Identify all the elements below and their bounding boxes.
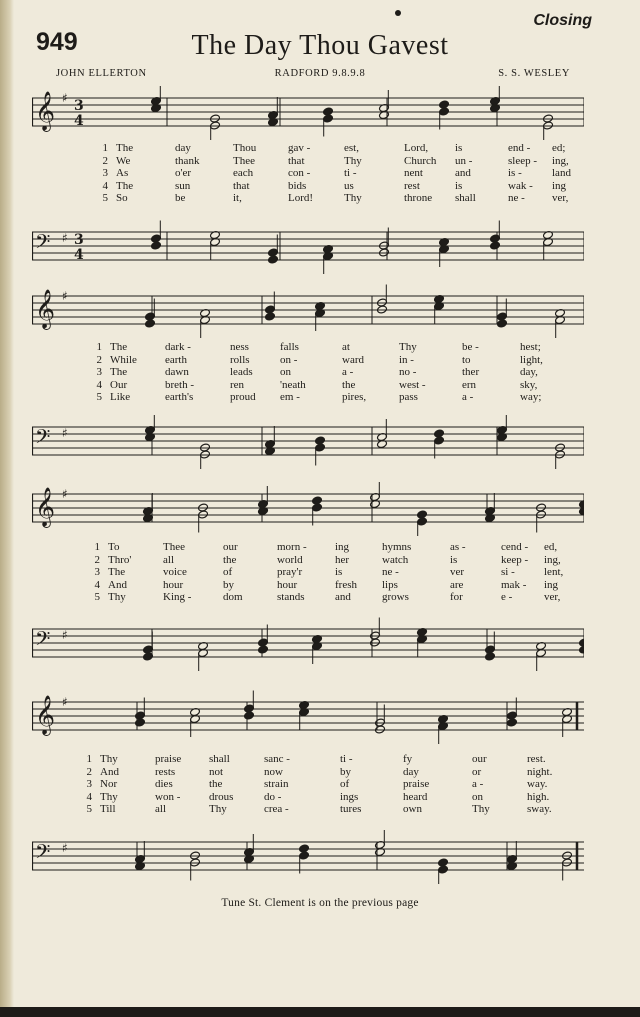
lyric-syllable: ti -: [340, 753, 353, 765]
svg-text:3: 3: [74, 232, 84, 248]
lyric-syllable: Thy: [100, 790, 118, 803]
svg-text:𝄞: 𝄞: [35, 487, 56, 527]
svg-text:4: 4: [74, 113, 84, 129]
lyric-syllable: land: [552, 167, 571, 179]
lyric-syllable: is: [455, 179, 463, 192]
lyric-syllable: While: [110, 353, 137, 366]
verse-number: 5: [102, 192, 108, 204]
tune-footnote: Tune St. Clement is on the previous page: [221, 897, 419, 909]
svg-text:♯: ♯: [62, 289, 68, 303]
lyric-syllable: lent,: [544, 566, 564, 578]
lyric-syllable: hour: [163, 578, 184, 591]
lyric-syllable: earth: [165, 353, 187, 366]
lyric-syllable: be -: [462, 341, 479, 353]
lyric-syllable: Lord,: [404, 142, 429, 154]
lyric-syllable: breth -: [165, 378, 195, 391]
lyric-syllable: fy: [403, 753, 413, 765]
lyric-syllable: each: [233, 167, 254, 179]
lyric-syllable: rest.: [527, 753, 546, 765]
lyric-syllable: The: [116, 179, 134, 192]
lyric-syllable: be: [175, 192, 186, 204]
lyric-syllable: rolls: [230, 353, 250, 366]
lyric-syllable: is: [455, 142, 463, 154]
lyric-syllable: now: [264, 765, 283, 778]
lyric-syllable: us: [344, 179, 354, 192]
lyric-syllable: ver: [450, 566, 465, 578]
lyric-syllable: no -: [399, 366, 417, 378]
lyric-syllable: not: [209, 765, 224, 778]
lyric-syllable: tures: [340, 803, 362, 815]
lyric-syllable: ne -: [382, 566, 399, 578]
svg-text:3: 3: [74, 98, 84, 114]
lyric-syllable: day,: [520, 366, 538, 378]
treble-staff-2: [32, 284, 584, 338]
lyric-syllable: ver,: [544, 591, 561, 603]
lyric-syllable: ren: [230, 378, 245, 391]
section-heading: Closing: [533, 12, 592, 29]
lyric-syllable: ern: [462, 378, 477, 391]
svg-text:𝄞: 𝄞: [35, 289, 56, 329]
lyric-syllable: gav -: [288, 142, 311, 154]
lyric-syllable: way;: [520, 391, 542, 403]
lyric-syllable: The: [108, 566, 126, 578]
lyric-syllable: Thee: [163, 541, 185, 553]
lyric-syllable: Thee: [233, 154, 255, 167]
lyric-syllable: day: [403, 765, 419, 778]
lyric-syllable: is -: [508, 167, 522, 179]
svg-text:𝄢: 𝄢: [35, 840, 51, 868]
verse-number: 4: [94, 578, 100, 591]
lyric-syllable: ing: [335, 541, 350, 553]
lyric-syllable: sky,: [520, 378, 538, 391]
lyric-syllable: shall: [209, 753, 230, 765]
lyric-syllable: o'er: [175, 167, 192, 179]
lyric-syllable: day: [175, 142, 191, 154]
lyric-syllable: won -: [155, 790, 181, 803]
lyric-syllable: ing,: [544, 553, 561, 566]
lyric-syllable: grows: [382, 591, 409, 603]
lyric-syllable: that: [288, 154, 305, 167]
lyric-syllable: leads: [230, 366, 253, 378]
lyric-syllable: em -: [280, 391, 300, 403]
lyric-syllable: And: [100, 765, 119, 778]
lyric-syllable: ver,: [552, 192, 569, 204]
lyric-syllable: morn -: [277, 541, 307, 553]
lyric-syllable: To: [108, 541, 120, 553]
lyric-syllable: est,: [344, 142, 359, 154]
lyric-syllable: world: [277, 553, 303, 566]
lyric-syllable: Thou: [233, 142, 257, 154]
lyric-syllable: We: [116, 154, 131, 167]
lyric-syllable: As: [116, 167, 129, 179]
lyric-syllable: wak -: [508, 179, 533, 192]
verse-number: 1: [96, 341, 102, 353]
lyric-syllable: pires,: [342, 391, 367, 403]
lyric-syllable: for: [450, 591, 463, 603]
lyric-syllable: all: [155, 803, 166, 815]
verse-number: 3: [96, 366, 102, 378]
lyric-syllable: un -: [455, 154, 473, 167]
verse-number: 2: [94, 553, 100, 566]
lyric-syllable: do -: [264, 790, 282, 803]
lyric-syllable: a -: [462, 391, 474, 403]
verse-number: 3: [102, 167, 108, 179]
lyric-syllable: fresh: [335, 578, 357, 591]
verse-number: 2: [86, 765, 92, 778]
lyric-syllable: the: [342, 378, 356, 391]
lyric-syllable: con -: [288, 167, 311, 179]
lyric-syllable: Thy: [100, 753, 118, 765]
lyric-syllable: Thy: [344, 154, 362, 167]
lyric-syllable: The: [110, 341, 128, 353]
lyric-syllable: sun: [175, 179, 191, 192]
lyric-syllable: rest: [404, 179, 420, 192]
lyric-syllable: ing: [552, 179, 567, 192]
bass-staff-2: [32, 415, 584, 469]
lyric-syllable: of: [223, 566, 233, 578]
lyric-syllable: all: [163, 553, 174, 566]
lyric-syllable: sway.: [527, 803, 552, 815]
lyric-syllable: The: [110, 366, 128, 378]
verse-number: 3: [86, 778, 92, 790]
svg-text:♯: ♯: [62, 628, 68, 642]
lyric-syllable: mak -: [501, 578, 527, 591]
page-bottom-edge: [0, 1007, 640, 1017]
lyric-syllable: that: [233, 179, 250, 192]
svg-text:♯: ♯: [62, 91, 68, 105]
treble-staff-4: [32, 690, 584, 744]
lyric-syllable: e -: [501, 591, 513, 603]
lyric-syllable: bids: [288, 179, 307, 192]
svg-text:4: 4: [74, 247, 84, 263]
lyric-syllable: to: [462, 353, 471, 366]
lyric-syllable: praise: [155, 753, 182, 765]
lyric-syllable: shall: [455, 192, 476, 204]
lyric-syllable: And: [108, 578, 127, 591]
lyric-syllable: dawn: [165, 366, 189, 378]
lyric-syllable: Our: [110, 378, 128, 391]
lyric-syllable: and: [335, 591, 351, 603]
lyric-syllable: sanc -: [264, 753, 290, 765]
lyric-syllable: pray'r: [277, 566, 303, 578]
bass-staff-3: [32, 617, 584, 671]
lyric-syllable: earth's: [165, 391, 194, 403]
svg-text:♯: ♯: [62, 426, 68, 440]
lyric-syllable: sleep -: [508, 154, 538, 167]
page-binding-shadow: [0, 0, 14, 1017]
svg-text:𝄢: 𝄢: [35, 627, 51, 655]
lyric-syllable: hour: [277, 578, 298, 591]
lyric-syllable: the: [223, 553, 237, 566]
lyric-syllable: ed,: [544, 541, 558, 553]
lyric-syllable: ed;: [552, 142, 566, 154]
lyric-syllable: Thy: [472, 803, 490, 815]
lyric-syllable: Lord!: [288, 192, 314, 204]
svg-text:𝄢: 𝄢: [35, 230, 51, 258]
lyric-syllable: So: [116, 192, 128, 204]
verse-number: 4: [102, 179, 108, 192]
lyric-syllable: a -: [342, 366, 354, 378]
lyric-syllable: own: [403, 803, 422, 815]
lyric-syllable: dark -: [165, 341, 191, 353]
verse-number: 5: [86, 803, 92, 815]
treble-staff-1: [32, 86, 584, 140]
lyric-syllable: Thy: [209, 803, 227, 815]
lyric-syllable: hymns: [382, 541, 412, 553]
lyric-syllable: strain: [264, 778, 289, 790]
lyric-syllable: nent: [404, 167, 423, 179]
lyric-syllable: ness: [230, 341, 249, 353]
lyric-syllable: stands: [277, 591, 305, 603]
tune-credit: RADFORD 9.8.9.8: [274, 68, 366, 79]
verse-number: 5: [94, 591, 100, 603]
lyric-syllable: are: [450, 578, 464, 591]
svg-text:𝄞: 𝄞: [35, 91, 56, 131]
hymn-title: The Day Thou Gavest: [191, 30, 449, 61]
lyric-syllable: ther: [462, 366, 480, 378]
treble-staff-3: [32, 482, 584, 536]
lyric-syllable: Like: [110, 391, 131, 403]
author-credit: JOHN ELLERTON: [56, 68, 147, 79]
lyric-syllable: Nor: [100, 778, 118, 790]
page-mark: [395, 10, 401, 16]
bass-staff-4: [32, 830, 584, 884]
lyric-syllable: Thro': [108, 553, 132, 566]
lyric-syllable: our: [223, 541, 238, 553]
lyric-syllable: way.: [527, 778, 548, 790]
verse-number: 2: [96, 353, 102, 366]
lyric-syllable: pass: [399, 391, 418, 403]
svg-text:♯: ♯: [62, 487, 68, 501]
verse-number: 4: [86, 790, 92, 803]
svg-text:♯: ♯: [62, 695, 68, 709]
lyric-syllable: Thy: [108, 591, 126, 603]
lyric-syllable: night.: [527, 765, 553, 778]
lyric-syllable: keep -: [501, 553, 529, 566]
lyric-syllable: or: [472, 765, 482, 778]
lyric-syllable: ti -: [344, 167, 357, 179]
lyric-syllable: dies: [155, 778, 173, 790]
lyric-syllable: on -: [280, 353, 298, 366]
lyric-syllable: on: [472, 790, 483, 803]
lyric-syllable: voice: [163, 566, 187, 578]
svg-text:♯: ♯: [62, 841, 68, 855]
lyric-syllable: throne: [404, 192, 433, 204]
lyric-syllable: Thy: [399, 341, 417, 353]
lyric-syllable: falls: [280, 341, 299, 353]
lyric-syllable: lips: [382, 578, 398, 591]
lyric-syllable: west -: [399, 378, 426, 391]
verse-number: 2: [102, 154, 108, 167]
lyric-syllable: 'neath: [280, 378, 306, 391]
svg-text:𝄞: 𝄞: [35, 695, 56, 735]
lyric-syllable: ne -: [508, 192, 525, 204]
lyric-syllable: the: [209, 778, 223, 790]
lyric-syllable: on: [280, 366, 291, 378]
lyric-syllable: end -: [508, 142, 531, 154]
lyric-syllable: ing: [544, 578, 559, 591]
lyric-syllable: Church: [404, 154, 437, 167]
lyric-syllable: ings: [340, 790, 359, 803]
lyric-syllable: cend -: [501, 541, 529, 553]
lyric-syllable: of: [340, 778, 350, 790]
lyric-syllable: ing,: [552, 154, 569, 167]
lyric-syllable: Till: [100, 803, 116, 815]
lyric-syllable: by: [223, 578, 234, 591]
lyric-syllable: King -: [163, 591, 192, 603]
lyric-syllable: The: [116, 142, 134, 154]
lyric-syllable: it,: [233, 192, 242, 204]
composer-credit: S. S. WESLEY: [498, 68, 570, 79]
hymn-number: 949: [36, 28, 78, 56]
verse-number: 5: [96, 391, 102, 403]
verse-number: 3: [94, 566, 100, 578]
lyric-syllable: dom: [223, 591, 243, 603]
lyric-syllable: si -: [501, 566, 515, 578]
lyric-syllable: light,: [520, 353, 543, 366]
lyric-syllable: praise: [403, 778, 430, 790]
lyric-syllable: high.: [527, 790, 550, 803]
verse-number: 1: [94, 541, 100, 553]
lyric-syllable: and: [455, 167, 471, 179]
lyric-syllable: her: [335, 553, 350, 566]
verse-number: 4: [96, 378, 102, 391]
lyric-syllable: hest;: [520, 341, 541, 353]
svg-text:♯: ♯: [62, 231, 68, 245]
verse-number: 1: [86, 753, 92, 765]
lyric-syllable: our: [472, 753, 487, 765]
lyric-syllable: crea -: [264, 803, 289, 815]
lyric-syllable: drous: [209, 790, 234, 803]
verse-number: 1: [102, 142, 108, 154]
lyric-syllable: ward: [342, 353, 364, 366]
lyric-syllable: rests: [155, 765, 176, 778]
lyric-syllable: a -: [472, 778, 484, 790]
bass-staff-1: [32, 220, 584, 274]
lyric-syllable: is: [450, 553, 458, 566]
lyric-syllable: in -: [399, 353, 414, 366]
lyric-syllable: heard: [403, 790, 428, 803]
lyric-syllable: thank: [175, 154, 200, 167]
lyric-syllable: proud: [230, 391, 256, 403]
svg-text:𝄢: 𝄢: [35, 425, 51, 453]
lyric-syllable: as -: [450, 541, 466, 553]
lyric-syllable: at: [342, 341, 350, 353]
lyric-syllable: is: [335, 566, 343, 578]
lyric-syllable: by: [340, 765, 351, 778]
lyric-syllable: watch: [382, 553, 409, 566]
lyric-syllable: Thy: [344, 192, 362, 204]
